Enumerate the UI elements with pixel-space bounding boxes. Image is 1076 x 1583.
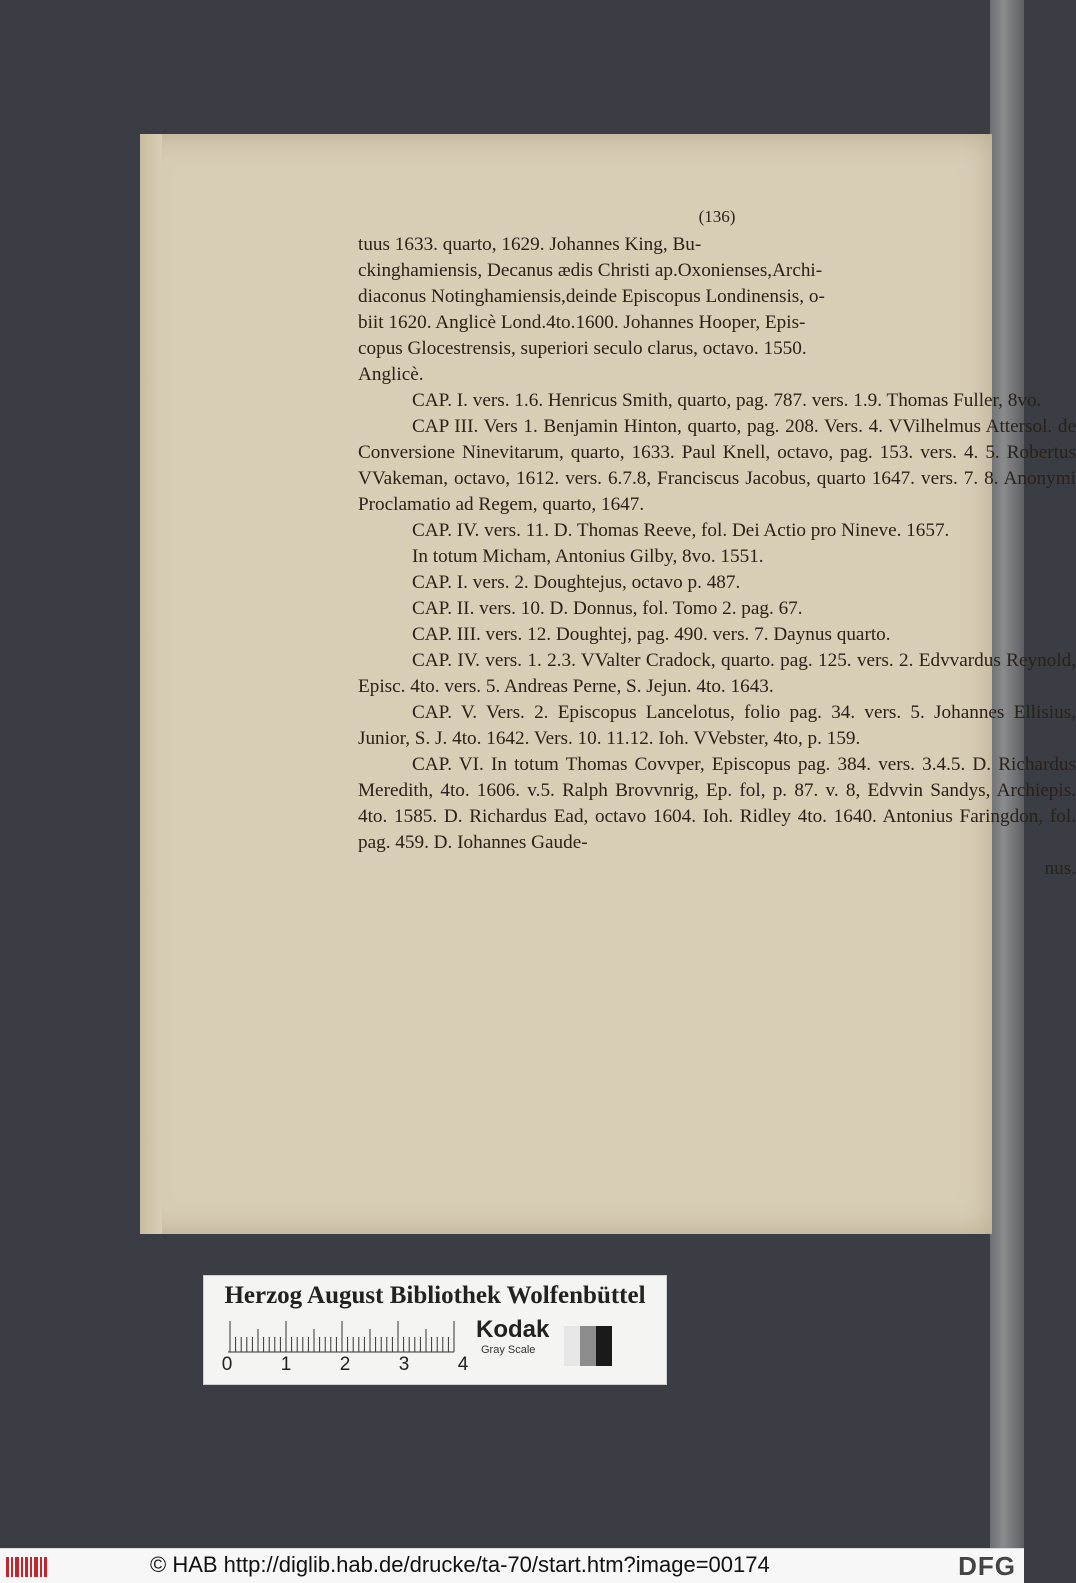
ruler-number: 2: [339, 1354, 351, 1375]
text-line: ckinghamiensis, Decanus ædis Christi ap.Oxonienses,Archi-: [358, 260, 823, 281]
gray-swatch: [596, 1326, 612, 1366]
hab-barcode-icon: [6, 1555, 48, 1579]
gray-scale-swatches: [564, 1326, 612, 1366]
gray-scale-label: Gray Scale: [481, 1344, 536, 1356]
reference-paragraph: CAP. V. Vers. 2. Episcopus Lancelotus, folio pag. 34. vers. 5. Johannes Ellisius, Junior, S. J. 4to. 1642. Vers. 10. 11.12. Ioh. VVebster, 4to, p. 159.: [358, 702, 1076, 749]
reference-paragraph: CAP. VI. In totum Thomas Covvper, Episcopus pag. 384. vers. 3.4.5. D. Richardus Meredith, 4to. 1606. v.5. Ralph Brovvnrig, Ep. fol, p. 87. v. 8, Edvvin Sandys, Archiepis. 4to. 1585. D. Richardus Ead, octavo 1604. Ioh. Ridley 4to. 1640. Antonius Faringdon, fol. pag. 459. D. Iohannes Gaude-: [358, 754, 1076, 853]
ruler-number: 3: [398, 1354, 410, 1375]
book-page: [140, 134, 1076, 1234]
page-shadow-edge: [140, 134, 162, 1234]
reference-paragraph: CAP. IV. vers. 11. D. Thomas Reeve, fol. Dei Actio pro Nineve. 1657.: [412, 520, 950, 541]
ruler-numbers: [220, 1354, 470, 1376]
text-line: tuus 1633. quarto, 1629. Johannes King, Bu-: [358, 234, 702, 255]
reference-paragraph: In totum Micham, Antonius Gilby, 8vo. 1551.: [412, 546, 764, 567]
page-number: (136): [698, 207, 736, 226]
copyright-link[interactable]: © HAB http://diglib.hab.de/drucke/ta-70/start.htm?image=00174: [150, 1552, 770, 1577]
ruler-scale: [228, 1321, 456, 1353]
paragraphs: [358, 388, 1076, 856]
dfg-logo: DFG: [958, 1551, 1016, 1581]
gray-swatch: [580, 1326, 596, 1366]
reference-paragraph: CAP. IV. vers. 1. 2.3. VValter Cradock, quarto. pag. 125. vers. 2. Edvvardus Reynold, Episc. 4to. vers. 5. Andreas Perne, S. Jejun. 4to. 1643.: [358, 650, 1076, 697]
text-line: biit 1620. Anglicè Lond.4to.1600. Johannes Hooper, Epis-: [358, 312, 806, 333]
page-text: [358, 204, 1076, 882]
opening-lines: [358, 232, 1076, 388]
reference-paragraph: CAP. III. vers. 12. Doughtej, pag. 490. vers. 7. Daynus quarto.: [412, 624, 891, 645]
text-line: Anglicè.: [358, 364, 424, 385]
ruler-number: 1: [280, 1354, 292, 1375]
footer-bar: [0, 1548, 1024, 1583]
ruler-number: 0: [221, 1354, 233, 1375]
ruler-number: 4: [457, 1354, 469, 1375]
reference-paragraph: CAP III. Vers 1. Benjamin Hinton, quarto, pag. 208. Vers. 4. VVilhelmus Attersol. de Conversione Ninevitarum, quarto, 1633. Paul Knell, octavo, pag. 153. vers. 4. 5. Robertus VVakeman, octavo, 1612. vers. 6.7.8, Franciscus Jacobus, quarto 1647. vers. 7. 8. Anonymi Proclamatio ad Regem, quarto, 1647.: [358, 416, 1076, 515]
library-name: Herzog August Bibliothek Wolfenbüttel: [224, 1282, 646, 1309]
text-line: copus Glocestrensis, superiori seculo clarus, octavo. 1550.: [358, 338, 807, 359]
text-line: diaconus Notinghamiensis,deinde Episcopus Londinensis, o-: [358, 286, 825, 307]
reference-paragraph: CAP. I. vers. 2. Doughtejus, octavo p. 487.: [412, 572, 741, 593]
kodak-logo: Kodak: [476, 1316, 550, 1343]
reference-paragraph: CAP. I. vers. 1.6. Henricus Smith, quarto, pag. 787. vers. 1.9. Thomas Fuller, 8vo.: [412, 390, 1042, 411]
gray-swatch: [564, 1326, 580, 1366]
reference-paragraph: CAP. II. vers. 10. D. Donnus, fol. Tomo 2. pag. 67.: [412, 598, 803, 619]
color-calibration-card: [203, 1275, 667, 1385]
catchword: nus.: [1044, 858, 1076, 879]
